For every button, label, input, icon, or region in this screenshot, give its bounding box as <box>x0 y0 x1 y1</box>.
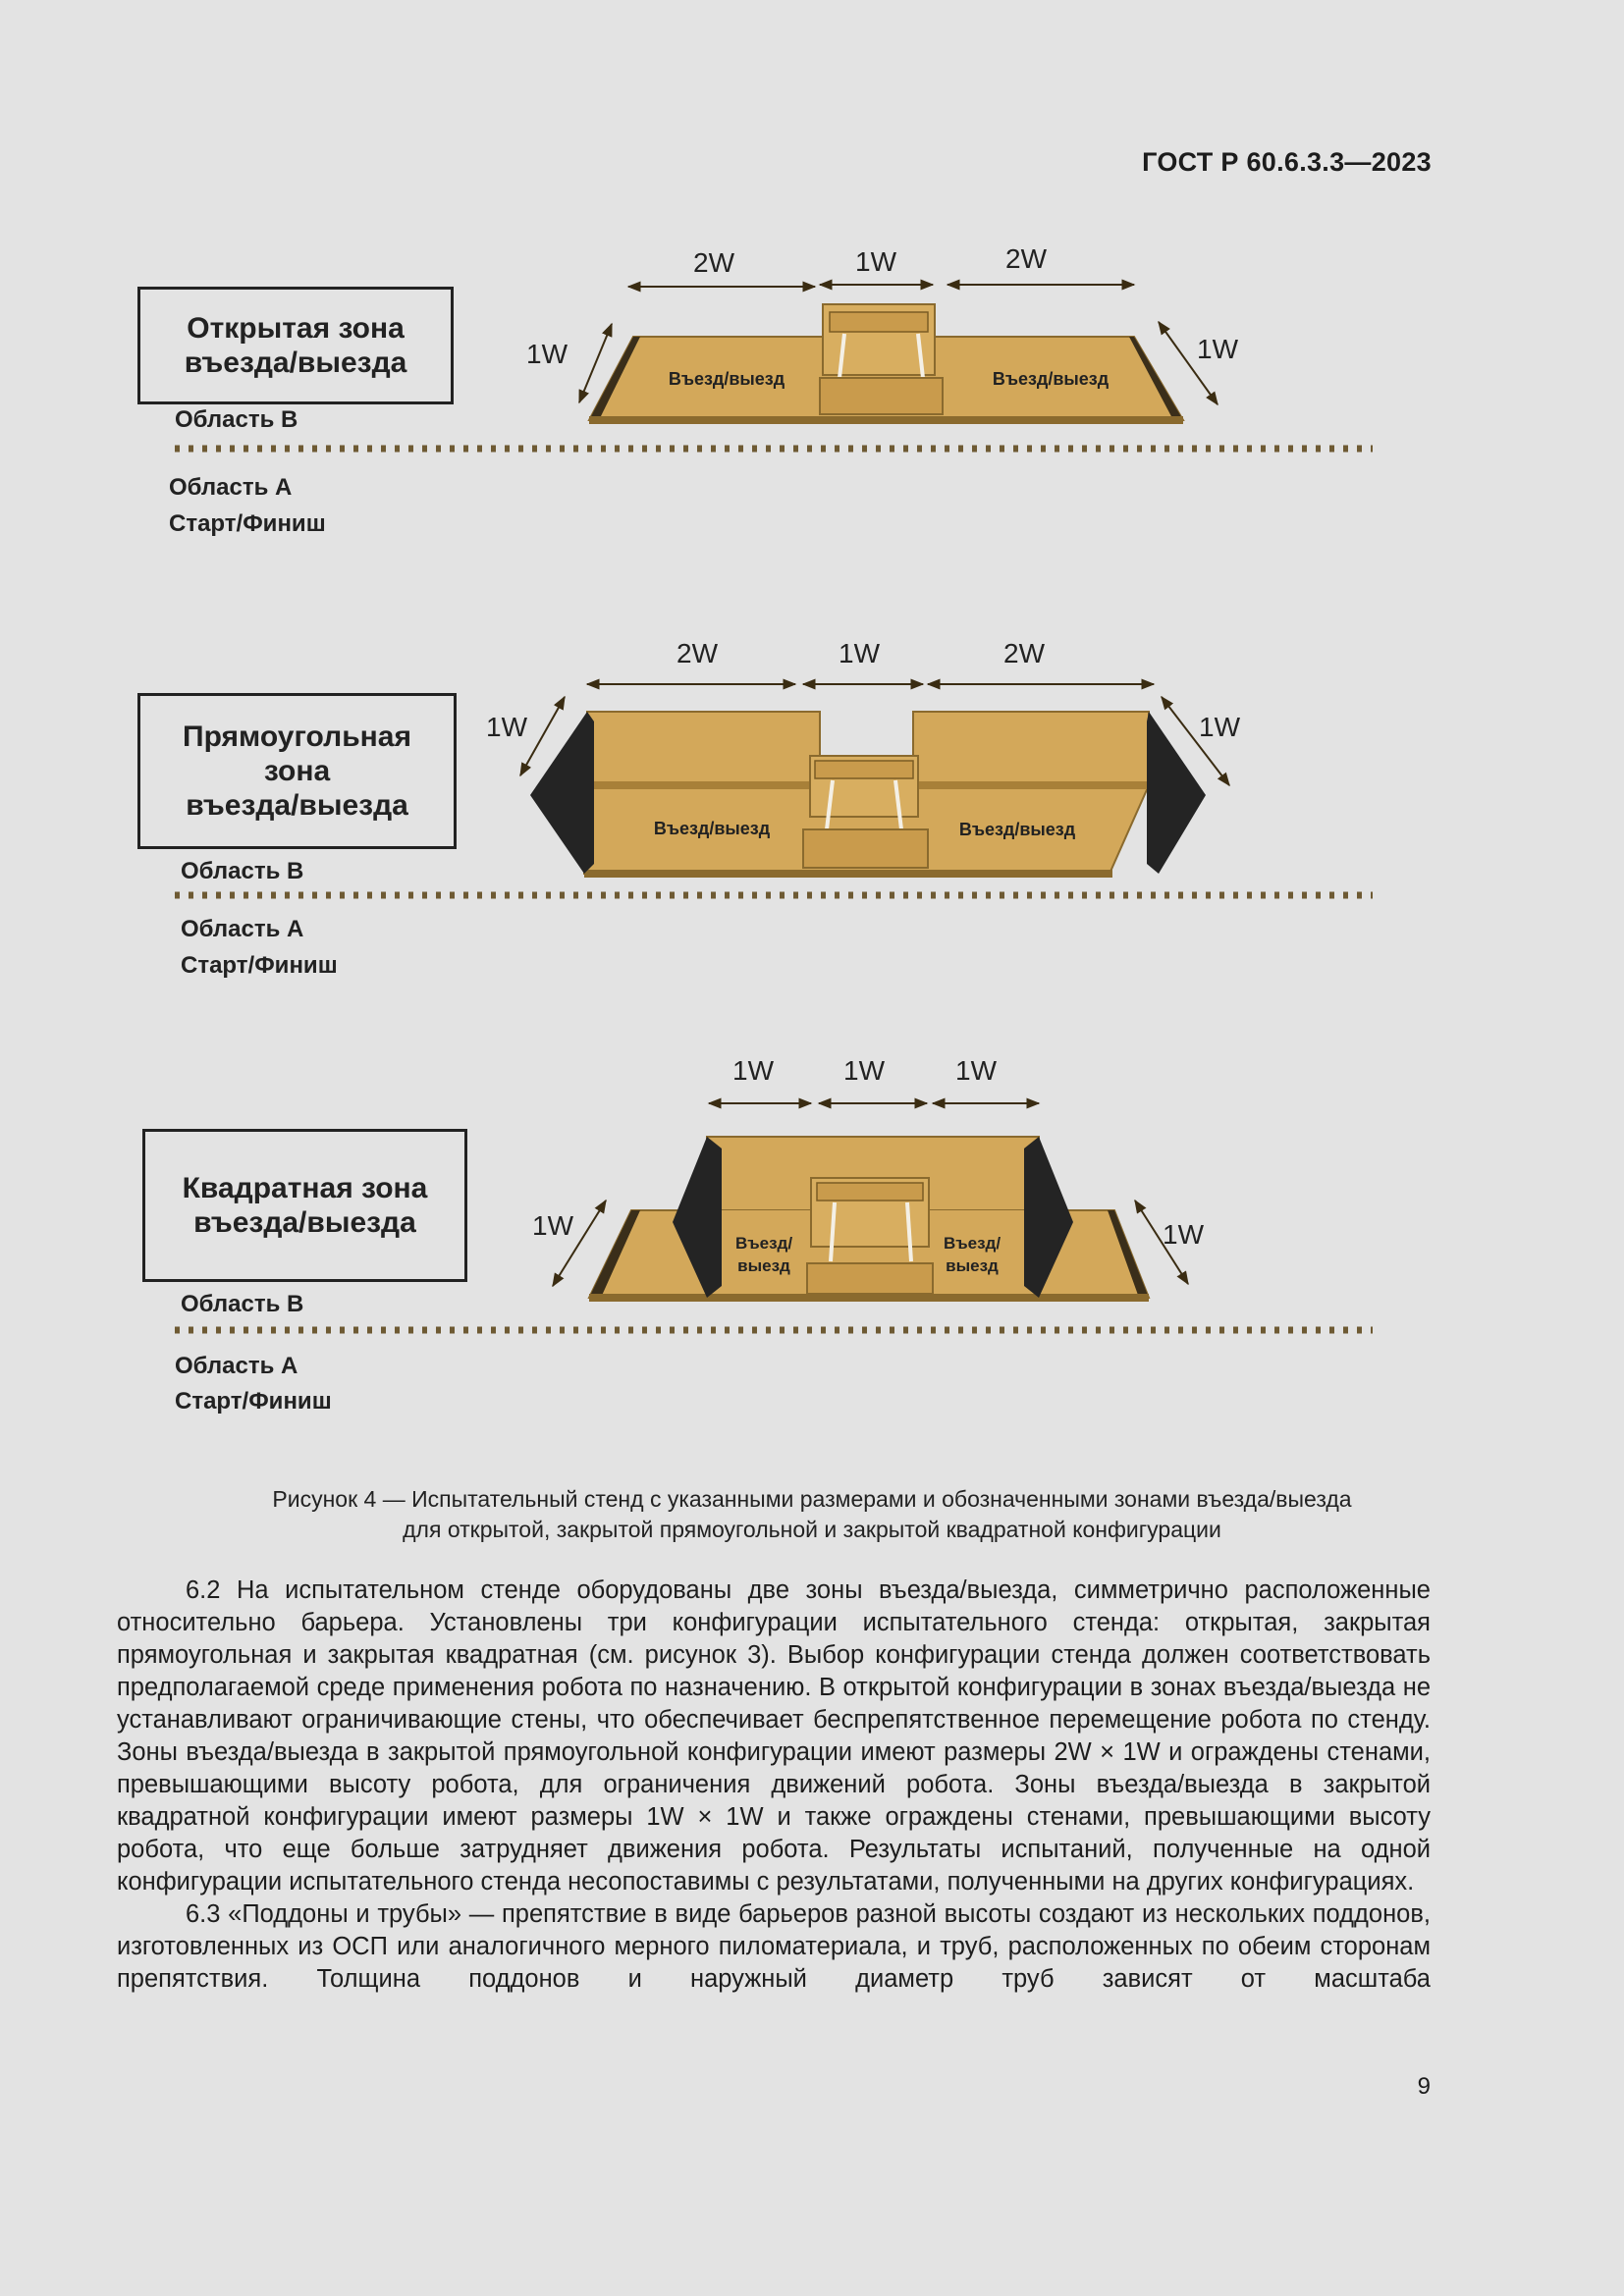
area-b-label: Область B <box>175 406 298 433</box>
figure-caption <box>118 1484 1506 1545</box>
zone-title-open: Открытая зона въезда/выезда <box>137 287 454 404</box>
platform-open <box>589 304 1183 424</box>
dim-label: 2W <box>677 638 718 668</box>
area-a-label: Область A <box>169 474 293 501</box>
standard-code: ГОСТ Р 60.6.3.3—2023 <box>1142 147 1432 177</box>
dim-label: 2W <box>1003 638 1045 668</box>
dim-label-left: 1W <box>486 712 527 742</box>
entry-label-left-line2: выезд <box>737 1256 790 1275</box>
zone-title-square: Квадратная зона въезда/выезда <box>142 1129 467 1282</box>
dim-label: 2W <box>693 247 734 278</box>
entry-label-right-line1: Въезд/ <box>943 1234 1001 1253</box>
dim-label: 2W <box>1005 243 1047 274</box>
dim-label-left: 1W <box>532 1210 573 1241</box>
dim-label: 1W <box>843 1055 885 1086</box>
dim-label-right: 1W <box>1163 1219 1204 1250</box>
entry-label-right: Въезд/выезд <box>958 820 1076 839</box>
entry-label-left: Въезд/выезд <box>668 369 785 389</box>
entry-label-right: Въезд/выезд <box>992 369 1110 389</box>
start-finish-label: Старт/Финиш <box>169 510 326 537</box>
start-finish-label: Старт/Финиш <box>175 1388 332 1415</box>
dim-label-right: 1W <box>1199 712 1240 742</box>
body-text <box>117 1575 1431 1996</box>
area-a-label: Область A <box>175 1353 298 1379</box>
paragraph-6-3: 6.3 «Поддоны и трубы» — препятствие в виде барьеров разной высоты создают из нескольких поддонов, изготовленных из ОСП или аналогичного мерного пиломатериала, и труб, расположенных по обеим сторонам препятствия. Толщина поддонов и наружный диаметр труб зависят от масштаба <box>117 1900 1431 1993</box>
entry-label-left: Въезд/выезд <box>653 819 771 838</box>
dim-label-left: 1W <box>526 339 568 369</box>
dim-label: 1W <box>839 638 880 668</box>
dim-label: 1W <box>955 1055 997 1086</box>
caption-line-2: для открытой, закрытой прямоугольной и закрытой квадратной конфигурации <box>403 1517 1221 1542</box>
paragraph-6-2: 6.2 На испытательном стенде оборудованы две зоны въезда/выезда, симметрично расположенные относительно барьера. Установлены три конфигурации испытательного стенда: открытая, закрытая прямоугольная и закрытая квадратная (см. рисунок 3). Выбор конфигурации стенда должен соответствовать предполагаемой среде применения робота по назначению. В открытой конфигурации в зонах въезда/выезда не устанавливают ограничивающие стены, что обеспечивает беспрепятственное перемещение робота по стенду. Зоны въезда/выезда в закрытой прямоугольной конфигурации имеют размеры 2W × 1W и ограждены стенами, превышающими высоту робота, для ограничения движений робота. Зоны въезда/выезда в закрытой квадратной конфигурации имеют размеры 1W × 1W и также ограждены стенами, превышающими высоту робота, что еще больше затрудняет движения робота. Результаты испытаний, полученные на одной конфигурации испытательного стенда несопоставимы с результатами, полученными на других конфигурациях. <box>117 1576 1431 1896</box>
dim-label-right: 1W <box>1197 334 1238 364</box>
entry-label-right-line2: выезд <box>946 1256 999 1275</box>
caption-line-1: Рисунок 4 — Испытательный стенд с указанными размерами и обозначенными зонами въезда/выезда <box>272 1486 1352 1512</box>
dim-label: 1W <box>732 1055 774 1086</box>
area-b-label: Область B <box>181 1291 304 1317</box>
platform-square <box>589 1137 1149 1302</box>
start-finish-label: Старт/Финиш <box>181 952 338 979</box>
page-number: 9 <box>1417 2073 1431 2100</box>
zone-title-rectangular: Прямоугольная зона въезда/выезда <box>137 693 457 849</box>
platform-rectangular <box>530 712 1206 878</box>
dim-label: 1W <box>855 246 896 277</box>
area-a-label: Область A <box>181 916 304 942</box>
area-b-label: Область B <box>181 858 304 884</box>
entry-label-left-line1: Въезд/ <box>734 1234 793 1253</box>
